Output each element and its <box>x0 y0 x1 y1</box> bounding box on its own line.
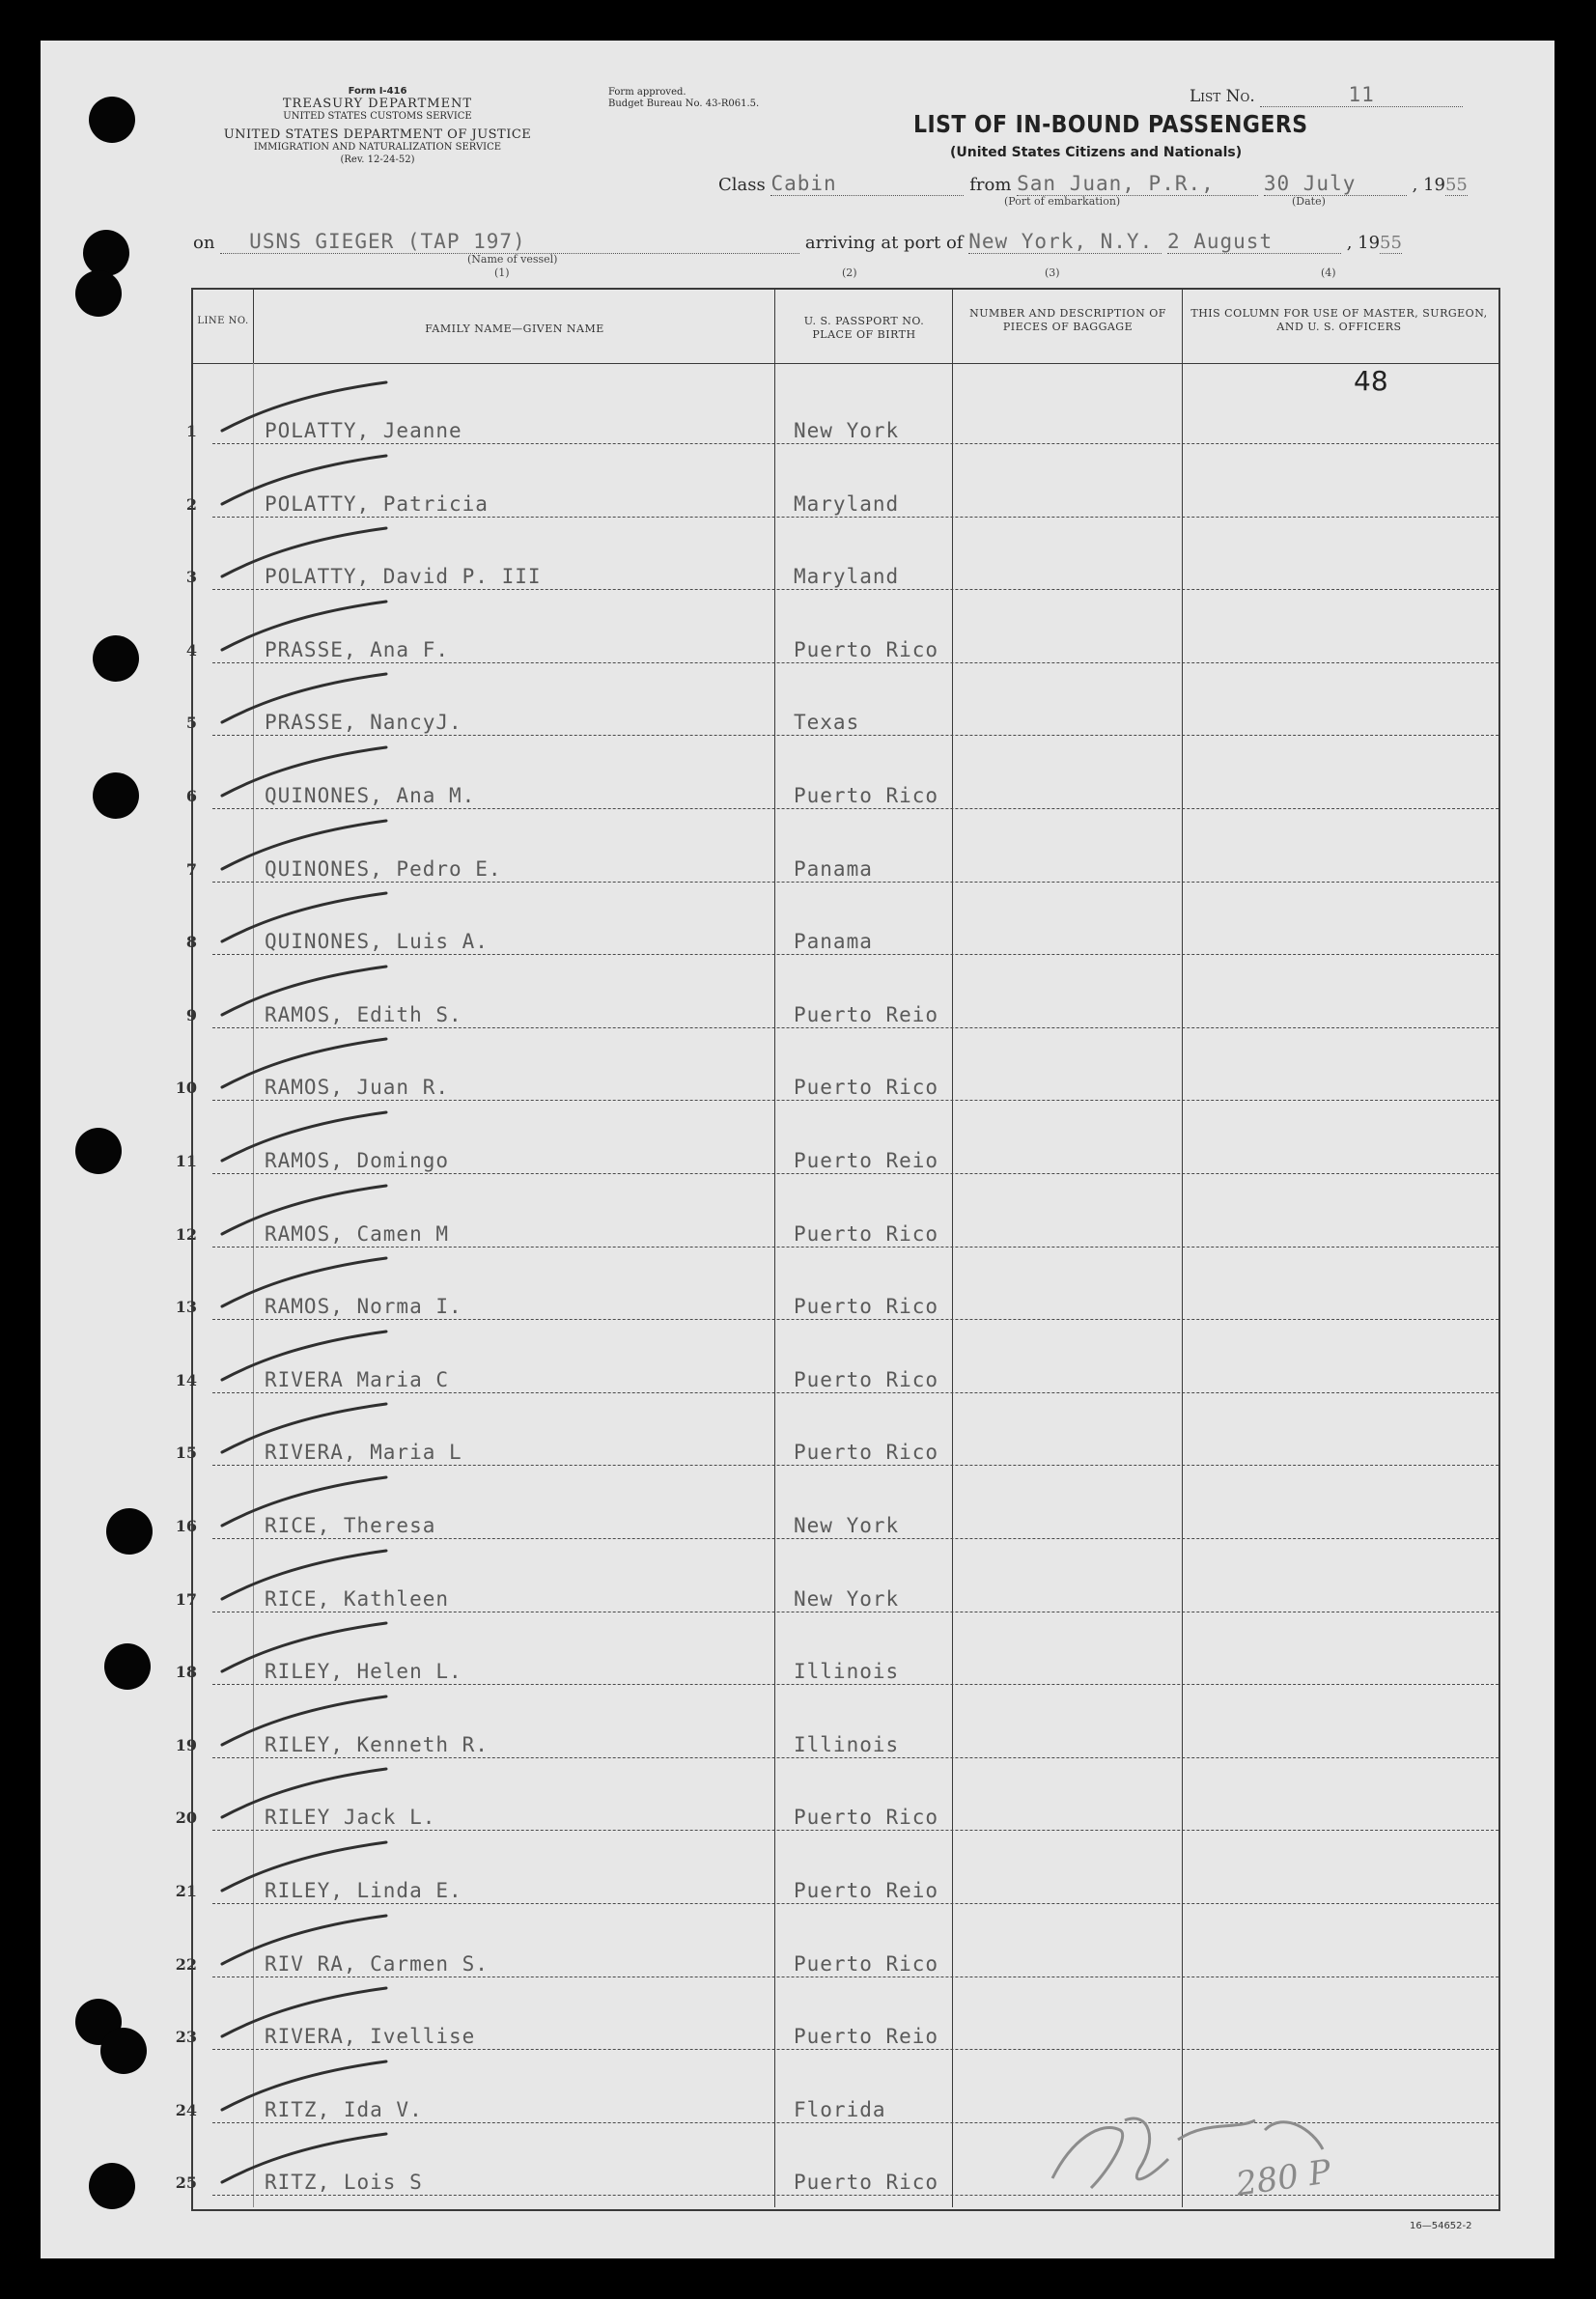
approval-label: Form approved. <box>608 87 686 98</box>
line-number: 9 <box>185 1005 197 1024</box>
form-number: Form I-416 <box>348 86 407 97</box>
place-of-birth: Puerto Rico <box>794 637 939 661</box>
line-number: 10 <box>175 1079 197 1098</box>
passenger-name: QUINONES, Ana M. <box>265 784 476 807</box>
line-number: 12 <box>175 1224 197 1244</box>
arrival-port-text: New York, N.Y. <box>968 230 1154 253</box>
table-row <box>0 1757 1498 1831</box>
passenger-name: PRASSE, NancyJ. <box>265 711 462 735</box>
place-of-birth: Puerto Rico <box>794 1221 939 1246</box>
line-number: 2 <box>185 494 197 514</box>
justice-label: UNITED STATES DEPARTMENT OF JUSTICE <box>223 127 532 142</box>
line-number: 13 <box>175 1298 197 1317</box>
list-no-label: List No. <box>1190 87 1255 106</box>
arrival-year-prefix: , 19 <box>1346 233 1381 253</box>
passenger-name: PRASSE, Ana F. <box>265 637 450 661</box>
place-of-birth: Illinois <box>794 1732 900 1756</box>
place-of-birth: New York <box>794 1586 900 1611</box>
place-of-birth: Maryland <box>794 565 900 589</box>
officer-note: 48 <box>1354 365 1388 397</box>
passenger-name: RIV RA, Carmen S. <box>265 1951 489 1976</box>
class-label: Class <box>718 175 766 195</box>
line-number: 4 <box>185 640 197 659</box>
place-of-birth: Florida <box>794 2097 886 2121</box>
port-caption: (Port of embarkation) <box>1004 195 1121 208</box>
passenger-name: RIVERA Maria C <box>265 1367 450 1391</box>
table-row <box>0 1466 1498 1539</box>
column-caption-3: (3) <box>1045 266 1060 279</box>
table-row <box>0 444 1498 518</box>
place-of-birth: New York <box>794 1514 900 1537</box>
table-row <box>0 1027 1498 1101</box>
line-number: 17 <box>175 1589 197 1609</box>
line-number: 22 <box>175 1954 197 1974</box>
immigration-label: IMMIGRATION AND NATURALIZATION SERVICE <box>253 142 502 153</box>
header-passport: U. S. PASSPORT NO. PLACE OF BIRTH <box>803 315 925 341</box>
table-row <box>0 1320 1498 1393</box>
table-row <box>0 1685 1498 1758</box>
table-row <box>0 809 1498 883</box>
passenger-name: RAMOS, Juan R. <box>265 1076 450 1100</box>
line-number: 6 <box>185 787 197 805</box>
year-value: 55 <box>1444 175 1468 195</box>
place-of-birth: Puerto Rico <box>794 1076 939 1100</box>
place-of-birth: Puerto Rico <box>794 2171 939 2195</box>
place-of-birth: Puerto Rico <box>794 1951 939 1976</box>
place-of-birth: Puerto Reio <box>794 1149 939 1172</box>
table-row <box>0 1101 1498 1174</box>
column-caption-2: (2) <box>842 266 857 279</box>
place-of-birth: Texas <box>794 711 860 735</box>
line-number: 21 <box>175 1882 197 1900</box>
from-label: from <box>969 175 1012 195</box>
line-number: 11 <box>175 1152 197 1170</box>
passenger-name: POLATTY, David P. III <box>265 565 542 589</box>
class-text: Cabin <box>770 172 837 195</box>
line-number: 1 <box>185 422 197 440</box>
line-number: 7 <box>185 859 197 879</box>
place-of-birth: Maryland <box>794 491 900 516</box>
place-of-birth: Puerto Rico <box>794 784 939 807</box>
table-row <box>0 1831 1498 1904</box>
passenger-name: RAMOS, Camen M <box>265 1221 450 1246</box>
form-title: LIST OF IN-BOUND PASSENGERS <box>913 110 1308 138</box>
passenger-name: RAMOS, Edith S. <box>265 1002 462 1026</box>
customs-label: UNITED STATES CUSTOMS SERVICE <box>283 111 472 122</box>
place-of-birth: Puerto Rico <box>794 1806 939 1830</box>
place-of-birth: Panama <box>794 930 873 954</box>
table-row <box>0 1904 1498 1977</box>
header-baggage: NUMBER AND DESCRIPTION OF PIECES OF BAGGAGE <box>969 307 1166 333</box>
passenger-name: RILEY, Kenneth R. <box>265 1732 489 1756</box>
table-row <box>0 517 1498 590</box>
line-number: 3 <box>185 568 197 587</box>
table-row <box>0 1539 1498 1612</box>
embark-date-text: 30 July <box>1263 172 1357 195</box>
table-row <box>0 662 1498 736</box>
passenger-name: RILEY, Helen L. <box>265 1660 462 1684</box>
place-of-birth: Puerto Reio <box>794 2025 939 2049</box>
place-of-birth: New York <box>794 419 900 442</box>
line-number: 5 <box>185 714 197 733</box>
line-number: 19 <box>175 1735 197 1754</box>
revision-label: (Rev. 12-24-52) <box>340 154 415 165</box>
form-subtitle: (United States Citizens and Nationals) <box>950 145 1243 160</box>
arriving-label: arriving at port of <box>804 233 964 253</box>
date-caption: (Date) <box>1292 195 1326 208</box>
header-officers: THIS COLUMN FOR USE OF MASTER, SURGEON, AND U. S. OFFICERS <box>1190 307 1488 333</box>
header-name: FAMILY NAME—GIVEN NAME <box>425 322 604 335</box>
table-row <box>0 1977 1498 2050</box>
list-no-text: 11 <box>1348 83 1375 106</box>
arrival-year-value: 55 <box>1380 233 1402 253</box>
place-of-birth: Puerto Rico <box>794 1295 939 1319</box>
passenger-name: RIVERA, Ivellise <box>265 2025 476 2049</box>
table-row <box>0 955 1498 1028</box>
line-number: 16 <box>175 1517 197 1535</box>
place-of-birth: Illinois <box>794 1660 900 1684</box>
line-number: 14 <box>175 1370 197 1389</box>
arrival-date-text: 2 August <box>1166 230 1274 253</box>
header-line-no: LINE NO. <box>197 316 249 326</box>
from-text: San Juan, P.R., <box>1017 172 1215 195</box>
passenger-name: RILEY, Linda E. <box>265 1879 462 1902</box>
line-number: 8 <box>185 933 197 952</box>
signature-note: 280 P <box>1233 2152 1333 2204</box>
treasury-label: TREASURY DEPARTMENT <box>282 97 473 111</box>
table-row <box>0 590 1498 663</box>
passenger-name: RAMOS, Norma I. <box>265 1295 462 1319</box>
line-number: 20 <box>175 1808 197 1828</box>
place-of-birth: Puerto Reio <box>794 1879 939 1902</box>
line-number: 15 <box>175 1444 197 1463</box>
passenger-name: POLATTY, Jeanne <box>265 419 462 442</box>
column-caption-4: (4) <box>1321 266 1336 279</box>
table-row <box>0 736 1498 809</box>
budget-label: Budget Bureau No. 43-R061.5. <box>608 98 760 109</box>
line-number: 25 <box>175 2173 197 2193</box>
passenger-name: QUINONES, Pedro E. <box>265 856 502 881</box>
place-of-birth: Puerto Reio <box>794 1002 939 1026</box>
passenger-name: QUINONES, Luis A. <box>265 930 489 954</box>
table-row <box>0 371 1498 444</box>
table-row <box>0 1612 1498 1685</box>
on-label: on <box>193 233 215 253</box>
footer-code: 16—54652-2 <box>1410 2221 1472 2231</box>
year-prefix: , 19 <box>1412 175 1445 195</box>
vessel-text: USNS GIEGER (TAP 197) <box>249 230 526 253</box>
line-number: 24 <box>175 2100 197 2119</box>
passenger-name: RITZ, Ida V. <box>265 2097 423 2121</box>
place-of-birth: Puerto Rico <box>794 1367 939 1391</box>
place-of-birth: Panama <box>794 856 873 881</box>
passenger-name: POLATTY, Patricia <box>265 491 489 516</box>
table-row <box>0 1174 1498 1248</box>
passenger-name: RIVERA, Maria L <box>265 1441 462 1465</box>
line-number: 23 <box>175 2028 197 2047</box>
passenger-name: RICE, Theresa <box>265 1514 436 1537</box>
passenger-name: RAMOS, Domingo <box>265 1149 450 1172</box>
vessel-caption: (Name of vessel) <box>467 253 558 266</box>
passenger-name: RILEY Jack L. <box>265 1806 436 1830</box>
table-row <box>0 1392 1498 1466</box>
passenger-name: RICE, Kathleen <box>265 1586 450 1611</box>
passenger-name: RITZ, Lois S <box>265 2171 423 2195</box>
place-of-birth: Puerto Rico <box>794 1441 939 1465</box>
table-row <box>0 882 1498 955</box>
table-row <box>0 1247 1498 1320</box>
column-caption-1: (1) <box>494 266 510 279</box>
line-number: 18 <box>175 1663 197 1682</box>
